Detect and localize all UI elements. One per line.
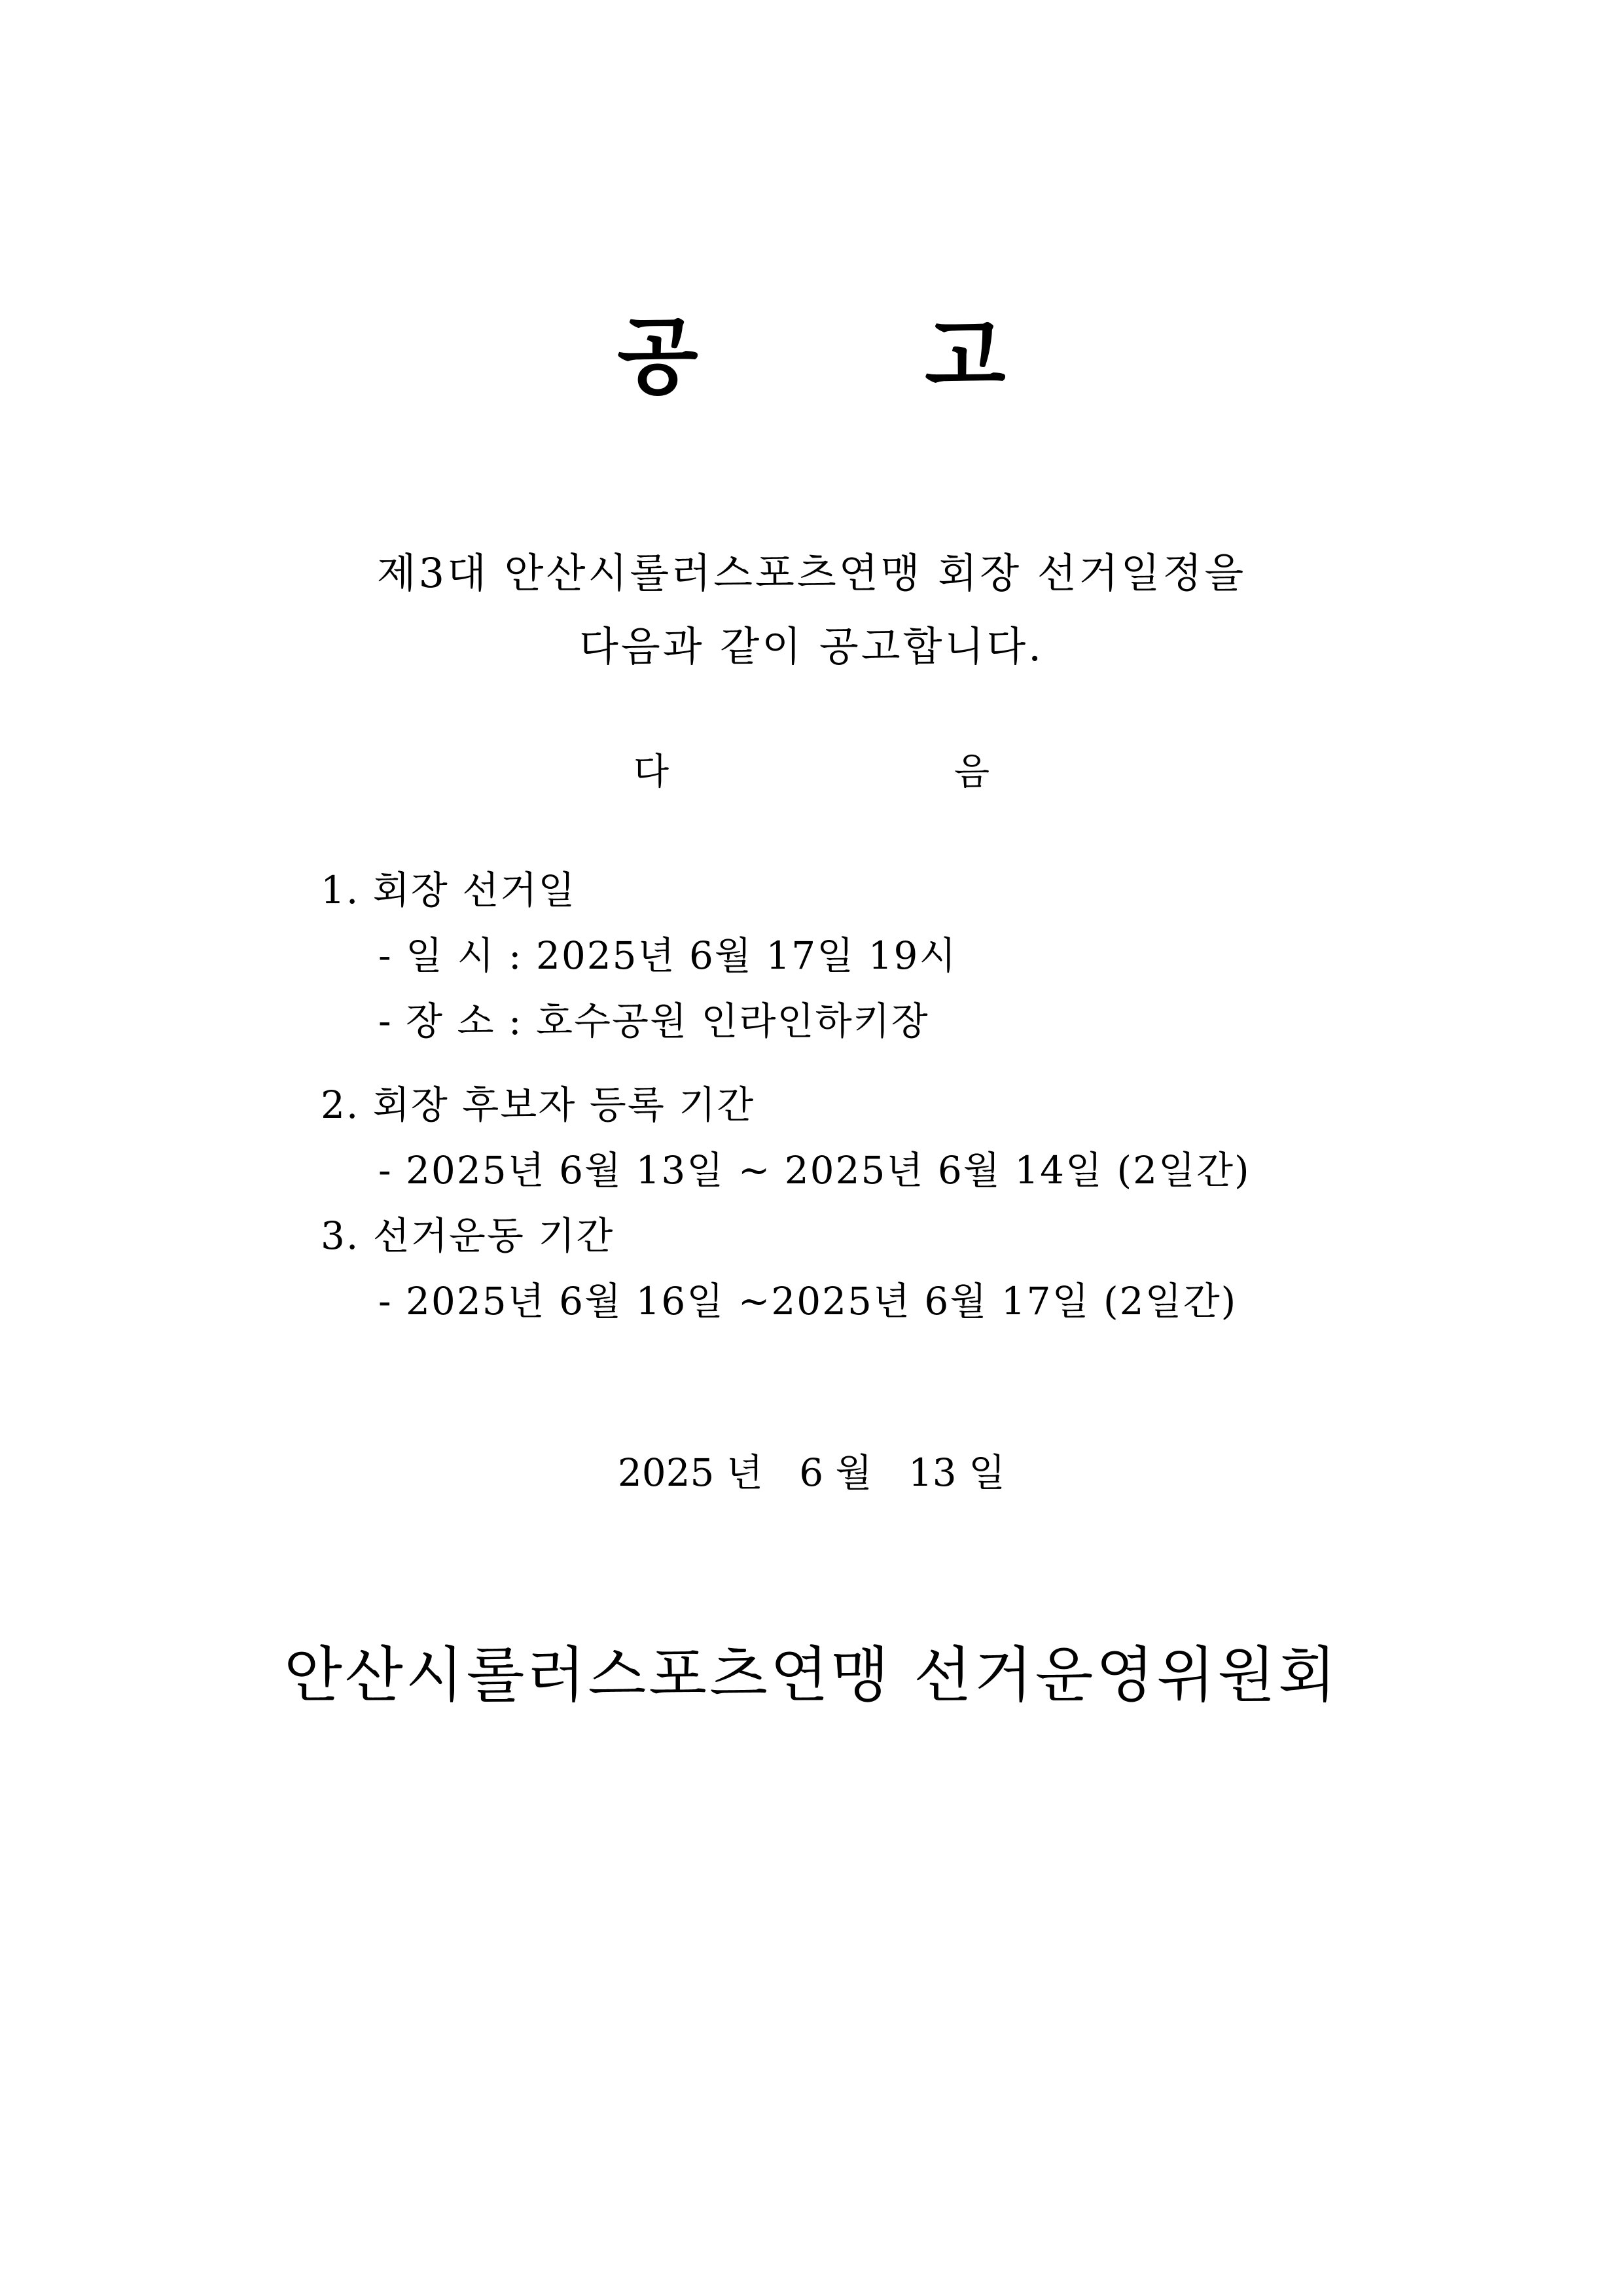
item-3-title: 3. 선거운동 기간 [321,1213,615,1258]
title-char-1: 공 [617,308,698,406]
item-2-detail-1: - 2025년 6월 13일 ~ 2025년 6월 14일 (2일간) [378,1148,1251,1193]
intro-line-2: 다음과 같이 공고합니다. [579,622,1044,670]
organization-name: 안산시롤러스포츠연맹 선거운영위원회 [283,1640,1340,1710]
schedule-list [321,857,1433,1334]
item-3-detail-1: - 2025년 6월 16일 ~2025년 6월 17일 (2일간) [378,1279,1238,1323]
document-title [0,308,1623,406]
item-2-title: 2. 회장 후보자 등록 기간 [321,1083,755,1127]
heading-char-1: 다 [633,751,669,793]
item-1-detail-2: - 장 소 : 호수공원 인라인하키장 [378,999,929,1043]
intro-paragraph [0,537,1623,683]
item-1-title: 1. 회장 선거일 [321,868,577,912]
heading-char-2: 음 [954,751,990,793]
title-char-2: 고 [925,308,1006,406]
item-1-detail-1: - 일 시 : 2025년 6월 17일 19시 [378,933,957,978]
notice-date: 2025 년 6 월 13 일 [617,1450,1006,1495]
section-heading [0,746,1623,798]
intro-line-1: 제3대 안산시롤러스포츠연맹 회장 선거일정을 [376,549,1247,597]
